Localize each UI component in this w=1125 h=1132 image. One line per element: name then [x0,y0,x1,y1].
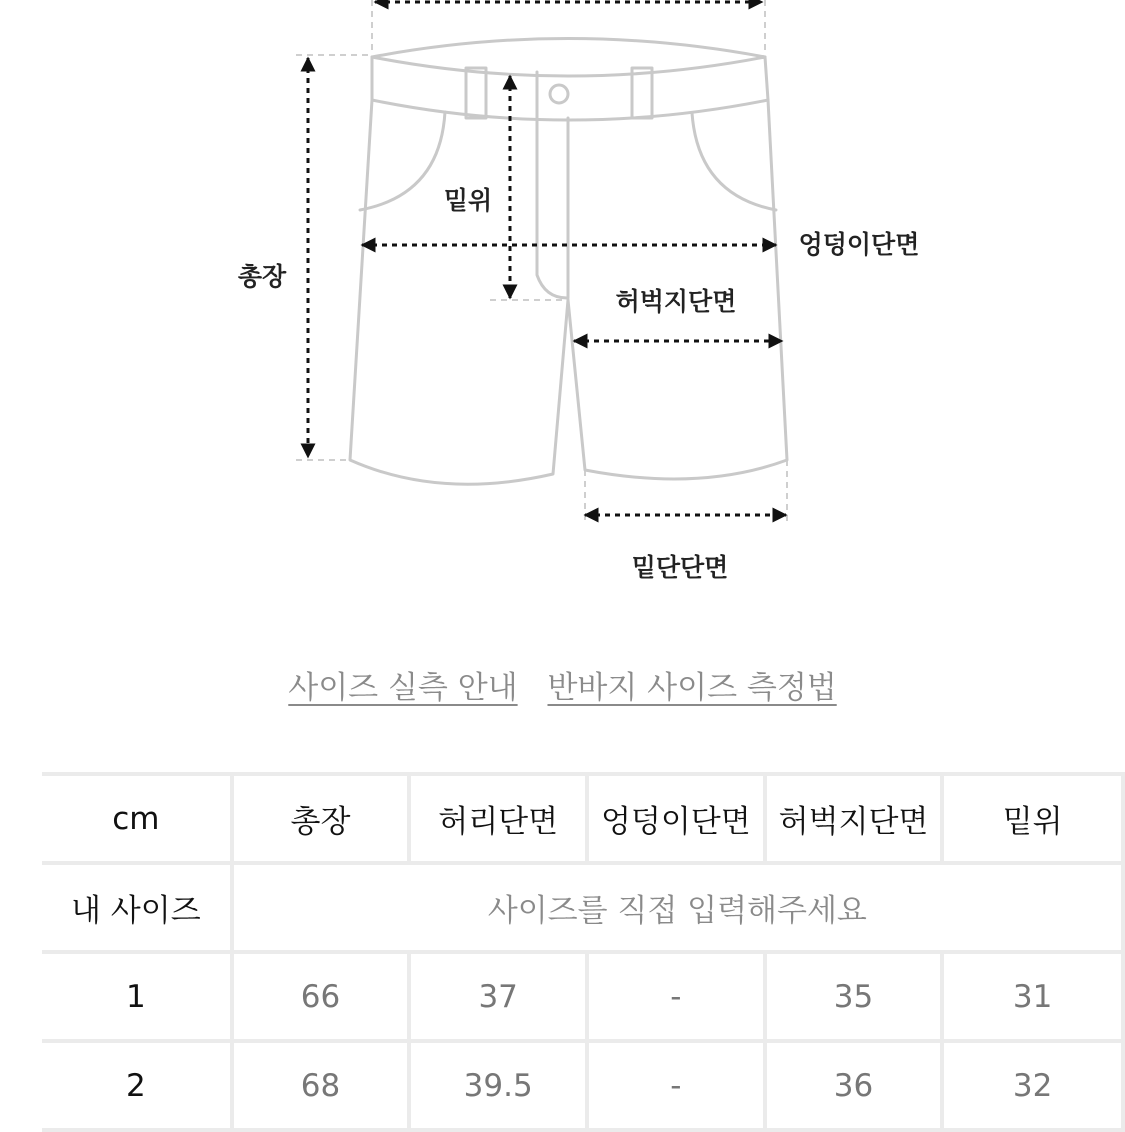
header-unit: cm [42,774,232,863]
header-rise: 밑위 [942,774,1123,863]
header-hip: 엉덩이단면 [587,774,765,863]
value-rise: 31 [942,952,1123,1041]
my-size-row [42,863,1123,952]
my-size-input[interactable]: 사이즈를 직접 입력해주세요 [232,863,1123,952]
value-waist: 37 [409,952,587,1041]
how-to-measure-link[interactable]: 반바지 사이즈 측정법 [547,670,837,706]
header-total-length: 총장 [232,774,410,863]
size-table [42,772,1125,1132]
size-guide-link[interactable]: 사이즈 실측 안내 [288,670,518,706]
table-row [42,1041,1123,1130]
value-waist: 39.5 [409,1041,587,1130]
table-row [42,952,1123,1041]
value-rise: 32 [942,1041,1123,1130]
rise-label: 밑위 [443,186,493,215]
hem-label: 밑단단면 [631,553,729,582]
measurement-arrows [308,2,786,515]
value-thigh: 35 [765,952,943,1041]
value-total-length: 68 [232,1041,410,1130]
header-waist: 허리단면 [409,774,587,863]
value-hip: - [587,1041,765,1130]
header-row [42,774,1123,863]
value-hip: - [587,952,765,1041]
thigh-label: 허벅지단면 [615,287,737,316]
size-label: 1 [42,952,232,1041]
value-thigh: 36 [765,1041,943,1130]
guide-links [0,662,1125,707]
hip-label: 엉덩이단면 [798,230,920,259]
guide-lines [296,0,787,522]
value-total-length: 66 [232,952,410,1041]
size-label: 2 [42,1041,232,1130]
shorts-outline [350,39,787,485]
total-length-label: 총장 [237,262,287,291]
header-thigh: 허벅지단면 [765,774,943,863]
my-size-label: 내 사이즈 [42,863,232,952]
